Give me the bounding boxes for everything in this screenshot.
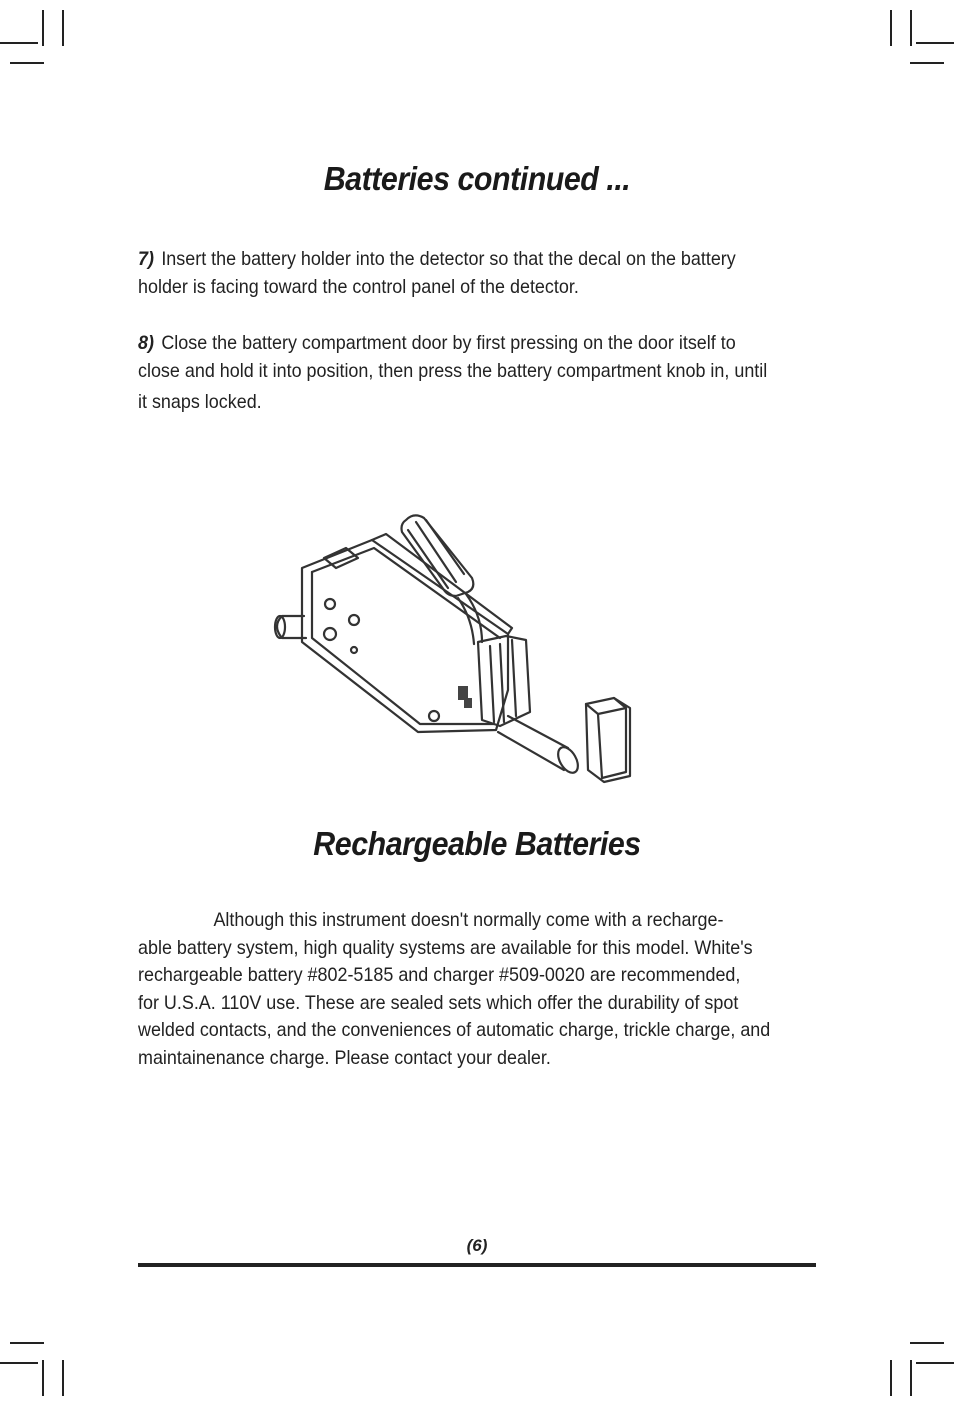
crop-mark bbox=[42, 10, 44, 46]
paragraph-line: able battery system, high quality systems are available for this model. White's bbox=[138, 936, 753, 959]
step-number: 7) bbox=[138, 248, 154, 270]
paragraph-line: for U.S.A. 110V use. These are sealed sets which offer the durability of spot bbox=[138, 991, 739, 1014]
crop-mark bbox=[0, 1362, 38, 1364]
crop-mark bbox=[10, 62, 44, 64]
panel-decal bbox=[458, 686, 468, 700]
side-panel-rib bbox=[512, 640, 516, 716]
paragraph-line: welded contacts, and the conveniences of automatic charge, trickle charge, and bbox=[138, 1019, 771, 1041]
knob bbox=[324, 628, 336, 640]
crop-mark bbox=[916, 42, 954, 44]
lower-shaft bbox=[498, 716, 568, 770]
battery-holder-edge bbox=[586, 704, 598, 714]
knob bbox=[349, 615, 359, 625]
paragraph-line: rechargeable battery #802-5185 and charger #509-0020 are recommended, bbox=[138, 964, 741, 986]
crop-mark bbox=[910, 1342, 944, 1344]
step-7-paragraph bbox=[138, 245, 819, 301]
knob bbox=[429, 711, 439, 721]
step-line: Insert the battery holder into the detector so that the decal on the battery bbox=[161, 248, 736, 270]
step-line: it snaps locked. bbox=[138, 391, 262, 413]
crop-mark bbox=[890, 1360, 892, 1396]
rechargeable-paragraph bbox=[138, 907, 819, 1072]
battery-holder-detector-drawing bbox=[268, 512, 640, 790]
crop-mark bbox=[910, 62, 944, 64]
crop-mark bbox=[62, 1360, 64, 1396]
crop-mark bbox=[42, 1360, 44, 1396]
housing-inner-edge bbox=[312, 548, 500, 638]
housing-top-edge bbox=[372, 534, 512, 634]
crop-mark bbox=[890, 10, 892, 46]
step-8-paragraph bbox=[138, 329, 819, 416]
step-number: 8) bbox=[138, 332, 154, 354]
crop-mark bbox=[0, 42, 38, 44]
crop-mark bbox=[910, 1360, 912, 1396]
step-line: holder is facing toward the control panel of the detector. bbox=[138, 276, 579, 298]
section-title-batteries-continued: Batteries continued ... bbox=[323, 160, 631, 197]
step-line: Close the battery compartment door by first pressing on the door itself to bbox=[161, 332, 736, 354]
step-line: close and hold it into position, then press the battery compartment knob in, until bbox=[138, 360, 768, 382]
crop-mark bbox=[910, 10, 912, 46]
lower-shaft-end bbox=[554, 744, 582, 776]
panel-decal bbox=[464, 698, 472, 708]
crop-mark bbox=[62, 10, 64, 46]
knob bbox=[325, 599, 335, 609]
side-panel-rib bbox=[490, 646, 494, 722]
crop-mark bbox=[10, 1342, 44, 1344]
paragraph-line: maintainenance charge. Please contact your dealer. bbox=[138, 1046, 551, 1069]
page-number: (6) bbox=[466, 1236, 488, 1255]
battery-holder-edge bbox=[614, 698, 626, 708]
section-title-rechargeable-batteries: Rechargeable Batteries bbox=[313, 825, 641, 862]
battery-holder-front bbox=[598, 708, 626, 778]
footer-rule bbox=[138, 1263, 816, 1267]
knob bbox=[351, 647, 357, 653]
paragraph-line: Although this instrument doesn't normally come with a recharge- bbox=[213, 909, 724, 931]
crop-mark bbox=[916, 1362, 954, 1364]
